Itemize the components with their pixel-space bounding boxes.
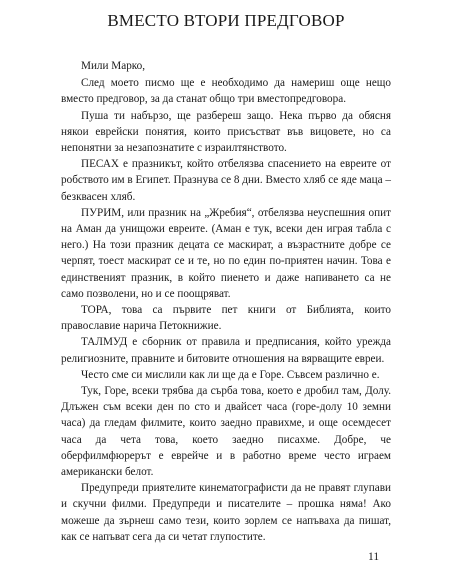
paragraph: ТОРА, това са първите пет книги от Библията, които православие нарича Петокнижие. (61, 304, 391, 333)
paragraph: След моето писмо ще е необходимо да намериш още нещо вместо предговор, за да станат общо три вместопредговора. (61, 77, 391, 106)
paragraph: Предупреди приятелите кинематографисти да не правят глупави и скучни филми. Предупреди и писателите – прошка няма! Ако можеше да зърнеш само тези, които зорлем се напъваха да пишат, как се напъват сега да си четат глупостите. (61, 482, 391, 543)
paragraph: ПЕСАХ е празникът, който отбелязва спасението на евреите от робството им в Египет. Празнува се 8 дни. Вместо хляб се яде маца – безквасен хляб. (61, 158, 391, 203)
chapter-title: ВМЕСТО ВТОРИ ПРЕДГОВОР (107, 11, 345, 30)
salutation: Мили Марко, (81, 60, 146, 72)
paragraph: Тук, Горе, всеки трябва да сърба това, което е дробил там, Долу. Длъжен съм всеки ден по сто и двайсет часа (горе-долу 10 земни часа) да гледам филмите, които заедно правихме, и още осемдесет часа да чета това, което заедно писахме. Добре, че оберфилмфюрерът е еврейче и в работно време често играем американски белот. (61, 385, 391, 479)
page-number: 11 (368, 551, 380, 563)
paragraph: Пуша ти набързо, ще разбереш защо. Нека първо да обясня някои еврейски понятия, които присъстват във вицовете, но са непонятни за незапознатите с израилтянството. (61, 109, 391, 155)
paragraph: ПУРИМ, или празник на „Жребия“, отбелязва неуспешния опит на Аман да унищожи евреите. (Аман е тук, всеки ден играя табла с него.) На този празник децата се маскират, а възрастните добре се черпят, тоест маскират се и те, но по един по-приятен начин. Това е единственият празник, в който пиенето и даже напиването са не само позволени, но и се поощряват. (61, 206, 391, 300)
paragraph: ТАЛМУД е сборник от правила и предписания, който урежда религиозните, правните и битовите отношения на вярващите евреи. (61, 336, 391, 365)
body-text (61, 58, 391, 545)
paragraph: Често сме си мислили как ли ще да е Горе. Съвсем различно е. (81, 368, 380, 381)
